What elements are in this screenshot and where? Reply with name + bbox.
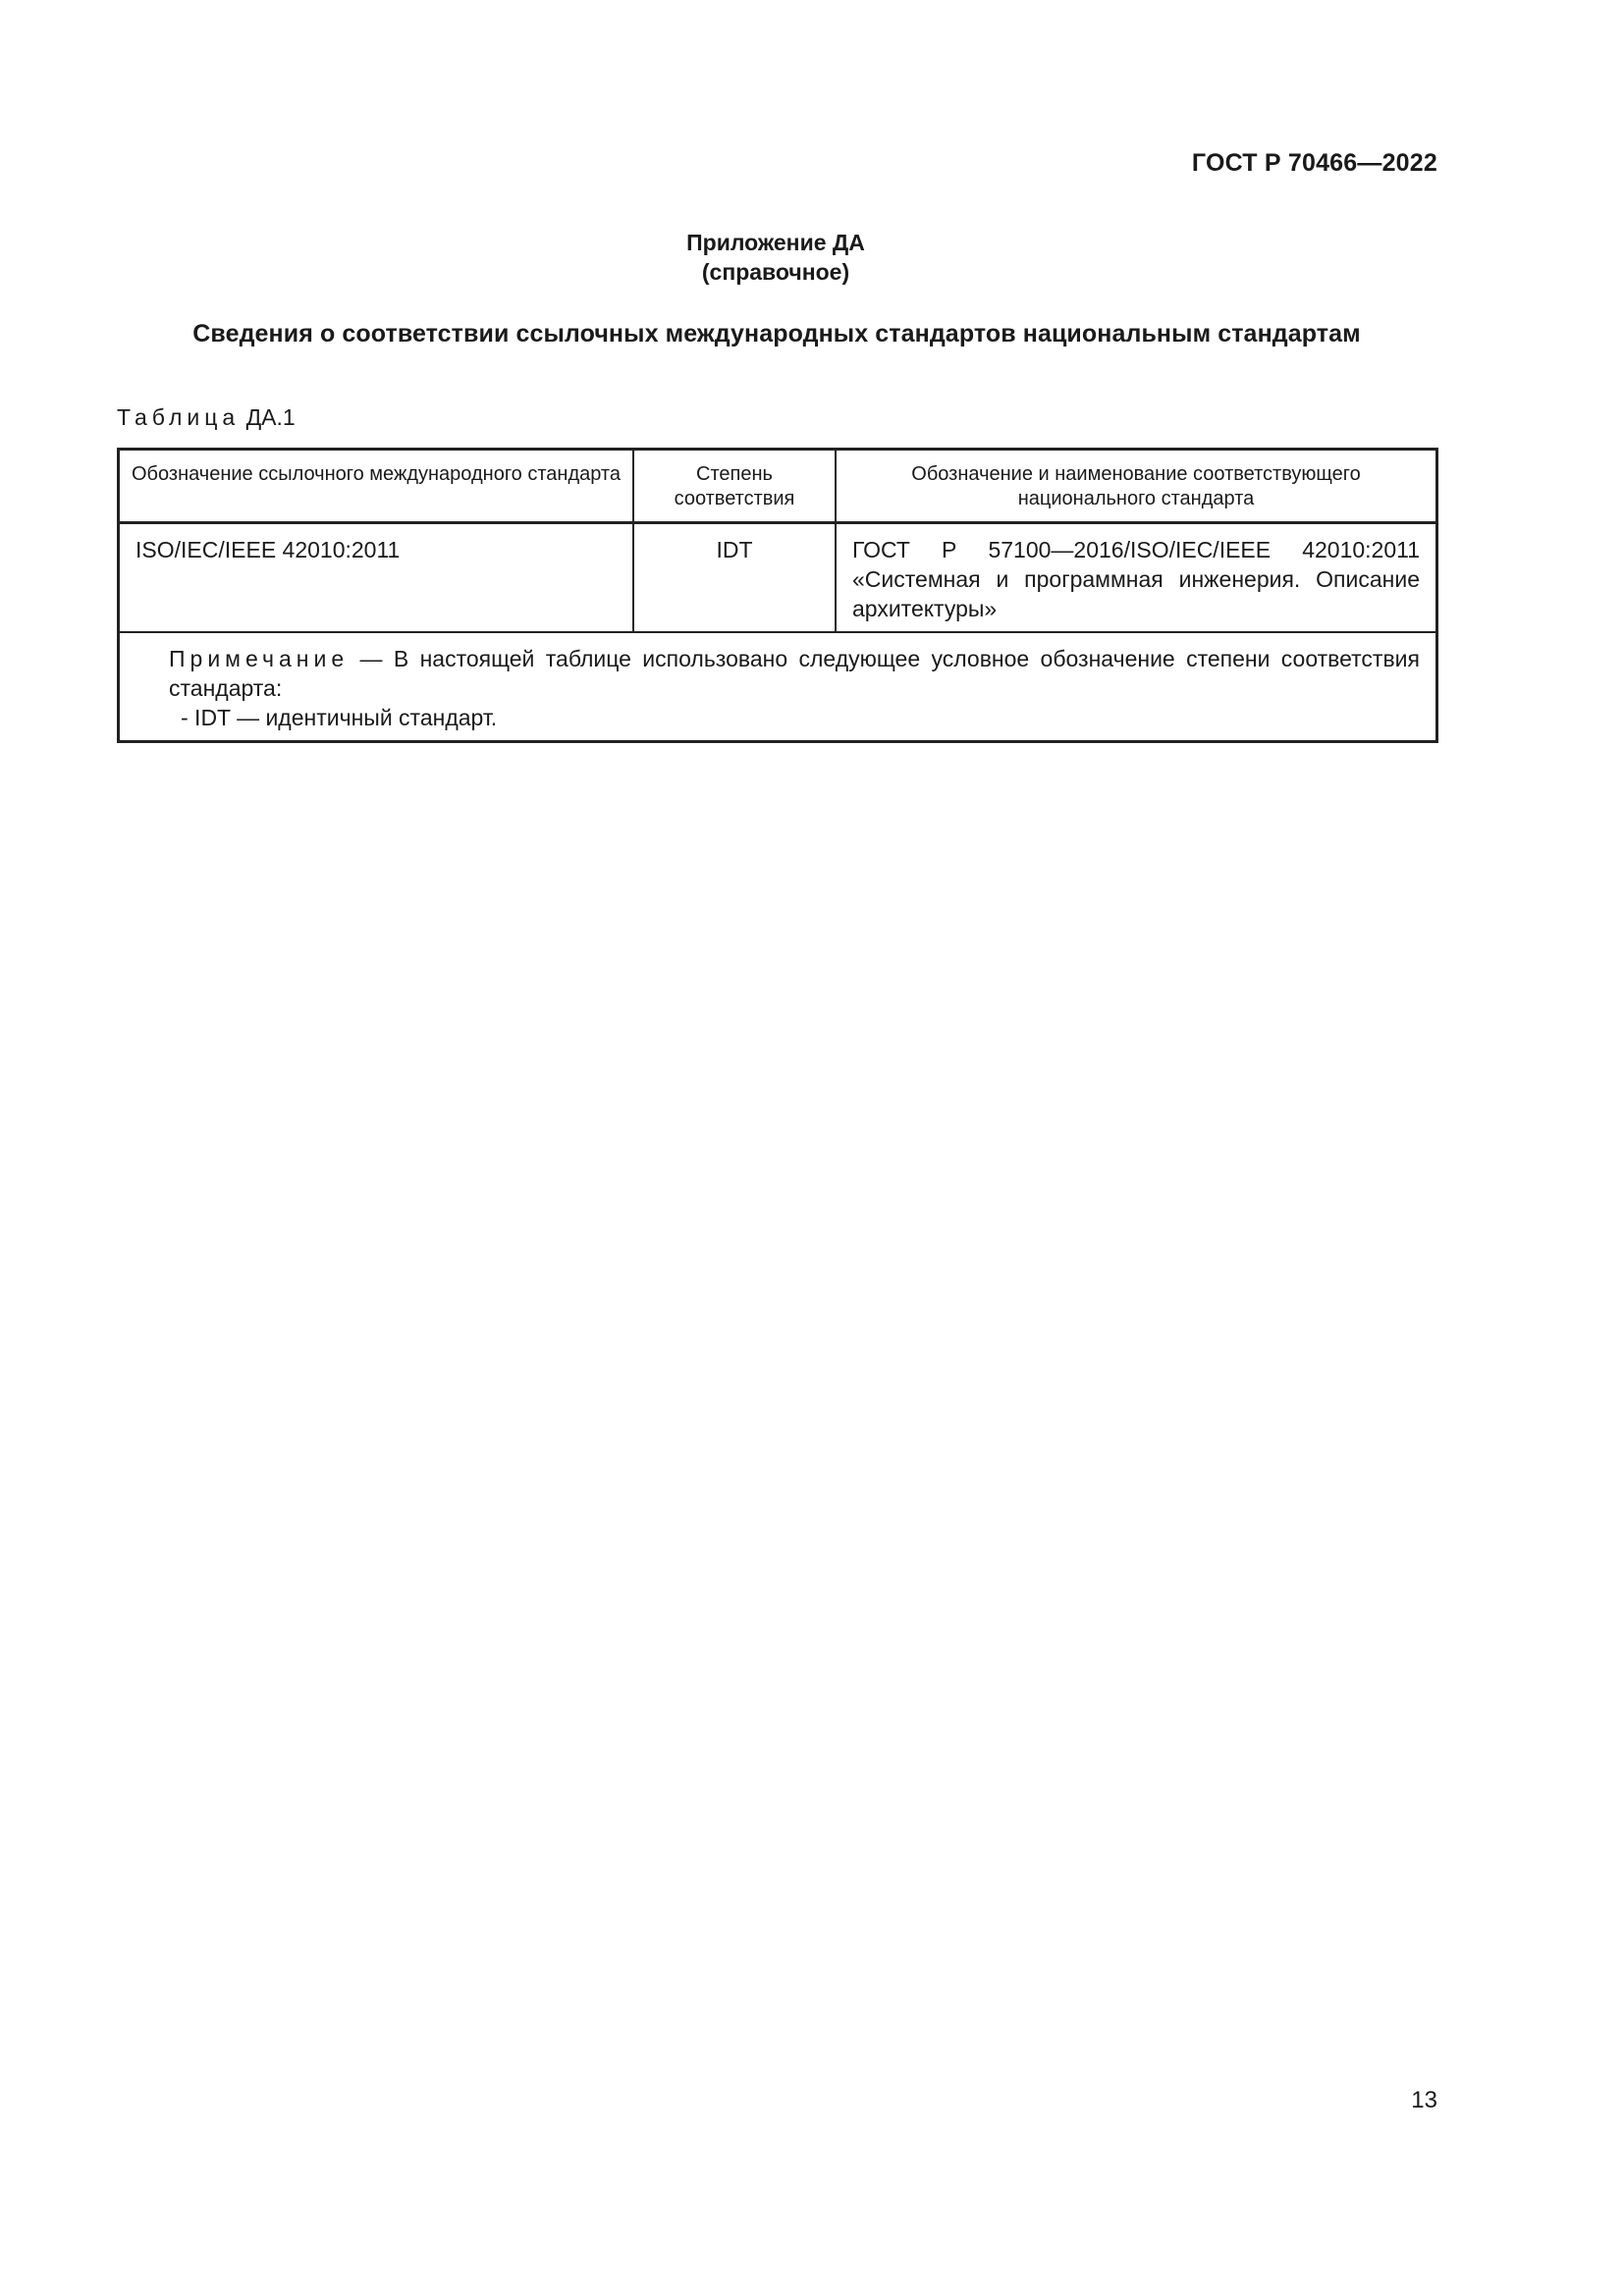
- table-row: [119, 523, 1437, 633]
- note-text: — В настоящей таблице использовано следующее условное обозначение степени соответствия стандарта:: [169, 646, 1420, 701]
- header-national-standard: Обозначение и наименование соответствующего национального стандарта: [836, 450, 1437, 523]
- cell-national-standard: ГОСТ Р 57100—2016/ISO/IEC/IEEE 42010:2011 «Системная и программная инженерия. Описание архитектуры»: [836, 523, 1437, 633]
- table-note-row: [119, 632, 1437, 742]
- table-caption-number: ДА.1: [245, 404, 296, 430]
- table-header-row: [119, 450, 1437, 523]
- cell-degree: IDT: [633, 523, 836, 633]
- section-title: Сведения о соответствии ссылочных международных стандартов национальным стандартам: [192, 320, 1361, 347]
- cell-international-standard: ISO/IEC/IEEE 42010:2011: [119, 523, 634, 633]
- header-degree-of-correspondence: Степень соответствия: [633, 450, 836, 523]
- document-id: ГОСТ Р 70466—2022: [1191, 149, 1437, 177]
- table-caption: [117, 404, 296, 431]
- note-label: Примечание: [169, 646, 350, 671]
- note-item: - IDT — идентичный стандарт.: [181, 705, 498, 730]
- header-international-standard: Обозначение ссылочного международного стандарта: [119, 450, 634, 523]
- table-note: [119, 632, 1437, 742]
- note-paragraph: [135, 644, 1420, 703]
- annex-subtitle: (справочное): [701, 259, 850, 285]
- standards-correspondence-table: [117, 448, 1438, 743]
- annex-title: Приложение ДА: [686, 230, 865, 255]
- table-caption-label: Таблица: [117, 404, 241, 430]
- annex-heading: [0, 228, 1551, 287]
- page-number: 13: [1411, 2087, 1437, 2113]
